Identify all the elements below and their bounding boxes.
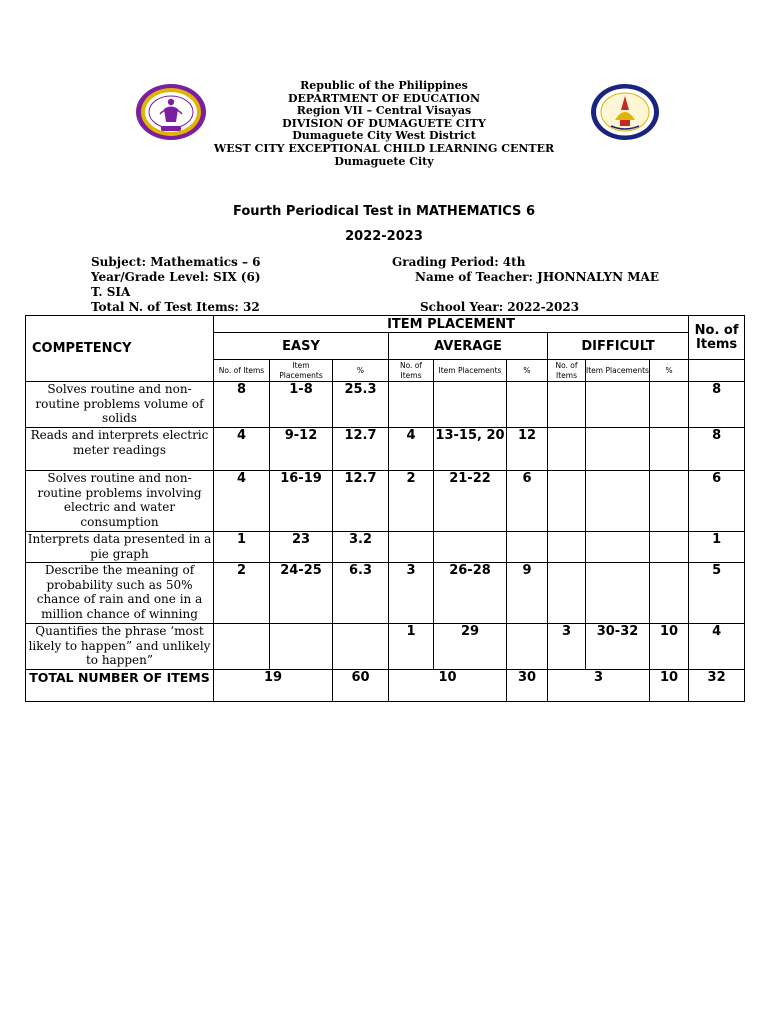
header-school: WEST CITY EXCEPTIONAL CHILD LEARNING CENTER bbox=[213, 141, 555, 155]
difficult-total-items: 3 bbox=[548, 670, 650, 702]
average-total-items: 10 bbox=[389, 670, 507, 702]
info-grade-level: Year/Grade Level: SIX (6) bbox=[91, 270, 261, 284]
total-cell: 5 bbox=[689, 563, 745, 624]
value-cell: 26-28 bbox=[434, 563, 507, 624]
table-row bbox=[26, 532, 745, 563]
value-cell bbox=[548, 428, 586, 471]
info-teacher: Name of Teacher: JHONNALYN MAE bbox=[415, 270, 659, 284]
total-cell: 4 bbox=[689, 624, 745, 670]
value-cell: 1 bbox=[389, 624, 434, 670]
table-row bbox=[26, 382, 745, 428]
value-cell bbox=[434, 382, 507, 428]
value-cell: 3 bbox=[389, 563, 434, 624]
value-cell: 9 bbox=[507, 563, 548, 624]
value-cell: 4 bbox=[389, 428, 434, 471]
header-division: DIVISION OF DUMAGUETE CITY bbox=[282, 116, 486, 130]
item-placement-header: ITEM PLACEMENT bbox=[214, 316, 689, 333]
header-city: Dumaguete City bbox=[334, 154, 434, 168]
value-cell: 2 bbox=[389, 471, 434, 532]
difficult-percent-subheader: % bbox=[650, 360, 689, 382]
value-cell bbox=[548, 532, 586, 563]
document-header bbox=[0, 80, 768, 168]
table-row bbox=[26, 428, 745, 471]
table-row bbox=[26, 624, 745, 670]
value-cell bbox=[333, 624, 389, 670]
competency-cell: Describe the meaning of probability such as 50% chance of rain and one in a million chance of winning bbox=[26, 563, 214, 624]
value-cell: 6.3 bbox=[333, 563, 389, 624]
value-cell: 23 bbox=[270, 532, 333, 563]
competency-cell: Quantifies the phrase ‘most likely to happen” and unlikely to happen” bbox=[26, 624, 214, 670]
info-grading-period: Grading Period: 4th bbox=[392, 255, 526, 269]
info-school-year: School Year: 2022-2023 bbox=[420, 300, 580, 314]
competency-cell: Reads and interprets electric meter readings bbox=[26, 428, 214, 471]
total-cell: 8 bbox=[689, 428, 745, 471]
average-percent-subheader: % bbox=[507, 360, 548, 382]
value-cell: 12 bbox=[507, 428, 548, 471]
total-subheader-blank bbox=[689, 360, 745, 382]
difficult-total-percent: 10 bbox=[650, 670, 689, 702]
info-teacher-continued: T. SIA bbox=[91, 285, 131, 299]
value-cell bbox=[650, 471, 689, 532]
competency-header: COMPETENCY bbox=[26, 316, 214, 382]
header-region: Region VII – Central Visayas bbox=[296, 104, 472, 118]
value-cell bbox=[214, 624, 270, 670]
easy-placements-subheader: Item Placements bbox=[270, 360, 333, 382]
total-row bbox=[26, 670, 745, 702]
total-cell: 8 bbox=[689, 382, 745, 428]
item-placement-table bbox=[25, 315, 745, 702]
average-header: AVERAGE bbox=[389, 333, 548, 360]
easy-no-items-subheader: No. of Items bbox=[214, 360, 270, 382]
no-of-items-header: No. of Items bbox=[689, 316, 745, 360]
value-cell bbox=[650, 382, 689, 428]
value-cell bbox=[270, 624, 333, 670]
value-cell: 24-25 bbox=[270, 563, 333, 624]
value-cell bbox=[586, 532, 650, 563]
value-cell: 9-12 bbox=[270, 428, 333, 471]
total-cell: 6 bbox=[689, 471, 745, 532]
info-subject: Subject: Mathematics – 6 bbox=[91, 255, 261, 269]
value-cell: 10 bbox=[650, 624, 689, 670]
header-department: DEPARTMENT OF EDUCATION bbox=[287, 91, 481, 105]
easy-percent-subheader: % bbox=[333, 360, 389, 382]
value-cell bbox=[389, 532, 434, 563]
test-year: 2022-2023 bbox=[345, 229, 423, 244]
value-cell bbox=[650, 428, 689, 471]
value-cell bbox=[650, 532, 689, 563]
value-cell: 3.2 bbox=[333, 532, 389, 563]
value-cell bbox=[586, 471, 650, 532]
value-cell: 4 bbox=[214, 428, 270, 471]
value-cell: 30-32 bbox=[586, 624, 650, 670]
total-cell: 1 bbox=[689, 532, 745, 563]
value-cell bbox=[586, 563, 650, 624]
difficult-no-items-subheader: No. of Items bbox=[548, 360, 586, 382]
value-cell bbox=[389, 382, 434, 428]
value-cell: 8 bbox=[214, 382, 270, 428]
table-row bbox=[26, 563, 745, 624]
value-cell bbox=[434, 532, 507, 563]
value-cell bbox=[548, 471, 586, 532]
value-cell: 29 bbox=[434, 624, 507, 670]
info-total-items: Total N. of Test Items: 32 bbox=[91, 300, 260, 314]
value-cell: 12.7 bbox=[333, 428, 389, 471]
value-cell: 4 bbox=[214, 471, 270, 532]
value-cell: 1 bbox=[214, 532, 270, 563]
test-title: Fourth Periodical Test in MATHEMATICS 6 bbox=[232, 204, 535, 219]
value-cell: 12.7 bbox=[333, 471, 389, 532]
easy-total-percent: 60 bbox=[333, 670, 389, 702]
value-cell: 25.3 bbox=[333, 382, 389, 428]
value-cell bbox=[507, 624, 548, 670]
value-cell: 3 bbox=[548, 624, 586, 670]
value-cell: 16-19 bbox=[270, 471, 333, 532]
value-cell: 1-8 bbox=[270, 382, 333, 428]
value-cell: 13-15, 20 bbox=[434, 428, 507, 471]
value-cell bbox=[507, 532, 548, 563]
total-label: TOTAL NUMBER OF ITEMS bbox=[26, 670, 214, 702]
competency-cell: Interprets data presented in a pie graph bbox=[26, 532, 214, 563]
average-placements-subheader: Item Placements bbox=[434, 360, 507, 382]
difficult-header: DIFFICULT bbox=[548, 333, 689, 360]
average-no-items-subheader: No. of Items bbox=[389, 360, 434, 382]
difficult-placements-subheader: Item Placements bbox=[586, 360, 650, 382]
header-district: Dumaguete City West District bbox=[292, 129, 476, 143]
value-cell: 6 bbox=[507, 471, 548, 532]
average-total-percent: 30 bbox=[507, 670, 548, 702]
value-cell bbox=[650, 563, 689, 624]
value-cell: 21-22 bbox=[434, 471, 507, 532]
grand-total: 32 bbox=[689, 670, 745, 702]
header-republic: Republic of the Philippines bbox=[300, 79, 468, 92]
easy-header: EASY bbox=[214, 333, 389, 360]
value-cell bbox=[586, 382, 650, 428]
value-cell: 2 bbox=[214, 563, 270, 624]
table-row bbox=[26, 471, 745, 532]
value-cell bbox=[507, 382, 548, 428]
value-cell bbox=[586, 428, 650, 471]
value-cell bbox=[548, 382, 586, 428]
competency-cell: Solves routine and non-routine problems volume of solids bbox=[26, 382, 214, 428]
value-cell bbox=[548, 563, 586, 624]
easy-total-items: 19 bbox=[214, 670, 333, 702]
competency-cell: Solves routine and non-routine problems involving electric and water consumption bbox=[26, 471, 214, 532]
